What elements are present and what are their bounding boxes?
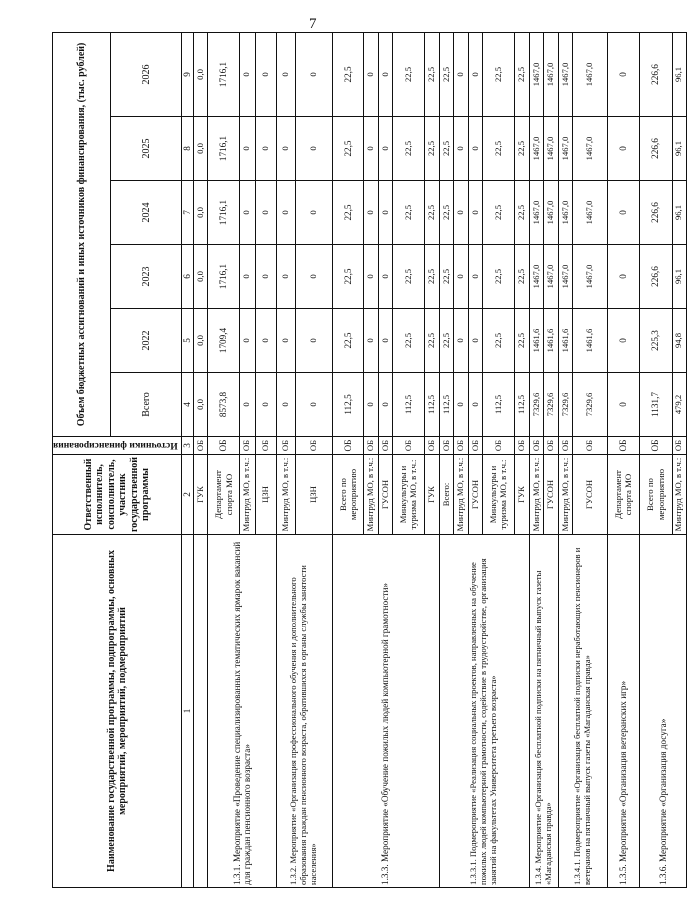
source-cell: ОБ	[529, 437, 544, 455]
value-cell: 22,5	[439, 309, 454, 373]
source-cell: ОБ	[468, 437, 483, 455]
value-cell: 22,5	[393, 32, 425, 116]
value-cell: 0	[378, 373, 393, 437]
value-cell: 1709,4	[208, 309, 240, 373]
value-cell: 0	[378, 309, 393, 373]
value-cell: 0	[364, 32, 379, 116]
value-cell: 22,5	[425, 245, 440, 309]
value-cell: 226,6	[639, 245, 672, 309]
value-cell: 1131,7	[639, 373, 672, 437]
value-cell: 0	[276, 117, 295, 181]
value-cell: 1461,6	[544, 309, 559, 373]
value-cell: 112,5	[483, 373, 515, 437]
value-cell: 0	[239, 181, 255, 245]
value-cell: 22,5	[332, 32, 364, 116]
responsible-cell: Минтруд МО, в т.ч.:	[239, 455, 255, 535]
value-cell: 0	[607, 181, 639, 245]
responsible-cell: ГУК	[515, 455, 530, 535]
value-cell: 22,5	[332, 117, 364, 181]
value-cell: 22,5	[393, 181, 425, 245]
source-cell: ОБ	[558, 437, 573, 455]
value-cell: 7329,6	[544, 373, 559, 437]
value-cell: 1467,0	[558, 32, 573, 116]
value-cell: 226,6	[639, 32, 672, 116]
value-cell: 22,5	[439, 117, 454, 181]
source-cell: ОБ	[193, 437, 207, 455]
value-cell: 0	[378, 32, 393, 116]
value-cell: 1467,0	[573, 32, 607, 116]
value-cell: 22,5	[393, 117, 425, 181]
column-number: 7	[182, 181, 194, 245]
value-cell: 0	[378, 181, 393, 245]
value-cell: 1467,0	[558, 245, 573, 309]
value-cell: 22,5	[332, 309, 364, 373]
value-cell: 1467,0	[573, 181, 607, 245]
column-number: 3	[182, 437, 194, 455]
value-cell: 0	[607, 245, 639, 309]
value-cell: 96,1	[672, 117, 687, 181]
value-cell: 1716,1	[208, 117, 240, 181]
value-cell: 96,1	[672, 181, 687, 245]
value-cell: 1467,0	[529, 32, 544, 116]
value-cell: 0	[276, 373, 295, 437]
value-cell: 226,6	[639, 181, 672, 245]
source-cell: ОБ	[454, 437, 469, 455]
value-cell: 22,5	[425, 32, 440, 116]
measure-name: 1.3.6. Мероприятие «Организация досуга»	[639, 535, 687, 888]
value-cell: 0	[364, 117, 379, 181]
value-cell: 1467,0	[529, 245, 544, 309]
responsible-cell: Департамент спорта МО	[208, 455, 240, 535]
value-cell: 0	[607, 32, 639, 116]
measure-name: 1.3.3.1. Подмероприятие «Реализация социальных проектов, направленных на обучение пожилых людей компьютерной грамотности, содействие в трудоустройстве, организация занятий на факультетах Университета третьего возраста»	[439, 535, 529, 888]
value-cell: 0	[276, 309, 295, 373]
header-year: 2024	[111, 181, 182, 245]
value-cell: 479,2	[672, 373, 687, 437]
header-year: 2026	[111, 32, 182, 116]
column-number: 6	[182, 245, 194, 309]
source-cell: ОБ	[573, 437, 607, 455]
value-cell: 0	[239, 373, 255, 437]
value-cell: 1467,0	[558, 117, 573, 181]
column-number: 1	[182, 535, 194, 888]
value-cell: 22,5	[425, 181, 440, 245]
source-cell: ОБ	[544, 437, 559, 455]
responsible-cell: Всего по мероприятию	[332, 455, 364, 535]
source-cell: ОБ	[672, 437, 687, 455]
value-cell: 1467,0	[544, 117, 559, 181]
header-source-text: Источники финансирования	[53, 440, 178, 452]
value-cell: 1467,0	[529, 181, 544, 245]
column-number: 2	[182, 455, 194, 535]
value-cell: 1467,0	[544, 245, 559, 309]
value-cell: 0	[239, 117, 255, 181]
value-cell: 22,5	[393, 245, 425, 309]
value-cell: 0	[378, 245, 393, 309]
value-cell: 0	[454, 245, 469, 309]
value-cell: 0	[239, 245, 255, 309]
value-cell: 0,0	[193, 309, 207, 373]
header-total: Всего	[111, 373, 182, 437]
responsible-cell: ЦЗН	[255, 455, 276, 535]
value-cell: 0,0	[193, 181, 207, 245]
source-cell: ОБ	[295, 437, 332, 455]
value-cell: 22,5	[515, 309, 530, 373]
value-cell: 22,5	[515, 32, 530, 116]
value-cell: 0	[276, 181, 295, 245]
measure-name: 1.3.1. Мероприятие «Проведение специализированных тематических ярмарок вакансий для граждан пенсионного возраста»	[208, 535, 277, 888]
value-cell: 22,5	[425, 309, 440, 373]
responsible-cell: ГУСОН	[378, 455, 393, 535]
value-cell: 1467,0	[529, 117, 544, 181]
value-cell: 0	[364, 373, 379, 437]
value-cell: 1461,6	[529, 309, 544, 373]
value-cell: 22,5	[515, 181, 530, 245]
source-cell: ОБ	[607, 437, 639, 455]
source-cell: ОБ	[255, 437, 276, 455]
value-cell: 1467,0	[573, 117, 607, 181]
value-cell: 22,5	[515, 245, 530, 309]
source-cell: ОБ	[239, 437, 255, 455]
value-cell: 22,5	[483, 181, 515, 245]
value-cell: 22,5	[332, 181, 364, 245]
responsible-cell: Департамент спорта МО	[607, 455, 639, 535]
value-cell: 112,5	[393, 373, 425, 437]
value-cell: 7329,6	[529, 373, 544, 437]
column-number: 4	[182, 373, 194, 437]
source-cell: ОБ	[483, 437, 515, 455]
value-cell: 0	[255, 309, 276, 373]
value-cell: 0	[378, 117, 393, 181]
value-cell: 0	[295, 117, 332, 181]
value-cell: 22,5	[439, 245, 454, 309]
source-cell: ОБ	[378, 437, 393, 455]
value-cell: 22,5	[483, 245, 515, 309]
source-cell: ОБ	[332, 437, 364, 455]
value-cell: 1467,0	[558, 181, 573, 245]
column-number: 9	[182, 32, 194, 116]
value-cell: 0,0	[193, 373, 207, 437]
source-cell: ОБ	[208, 437, 240, 455]
value-cell: 0	[454, 117, 469, 181]
value-cell: 0,0	[193, 32, 207, 116]
value-cell: 0	[255, 373, 276, 437]
measure-name: 1.3.4. Мероприятие «Организация бесплатной подписки на пятничный выпуск газеты «Магаданская правда»	[529, 535, 558, 888]
source-cell: ОБ	[425, 437, 440, 455]
budget-table	[52, 32, 687, 888]
responsible-cell: Минтруд МО, в т.ч.:	[276, 455, 295, 535]
source-cell: ОБ	[276, 437, 295, 455]
value-cell: 0	[468, 32, 483, 116]
value-cell: 22,5	[439, 181, 454, 245]
source-cell: ОБ	[364, 437, 379, 455]
value-cell: 8573,8	[208, 373, 240, 437]
responsible-cell: ГУСОН	[573, 455, 607, 535]
header-year: 2022	[111, 309, 182, 373]
header-source	[53, 437, 182, 455]
rotated-table-container	[52, 33, 684, 888]
responsible-cell: Всего:	[439, 455, 454, 535]
value-cell: 0	[239, 309, 255, 373]
page-number: 7	[309, 16, 317, 32]
value-cell: 22,5	[483, 309, 515, 373]
value-cell: 0	[295, 373, 332, 437]
source-cell: ОБ	[515, 437, 530, 455]
value-cell: 1461,6	[573, 309, 607, 373]
value-cell: 0	[364, 309, 379, 373]
value-cell: 96,1	[672, 245, 687, 309]
value-cell: 1461,6	[558, 309, 573, 373]
responsible-cell: Минтруд МО, в т.ч.:	[529, 455, 544, 535]
value-cell: 225,3	[639, 309, 672, 373]
value-cell: 0	[255, 245, 276, 309]
value-cell: 0	[295, 181, 332, 245]
value-cell: 0	[607, 117, 639, 181]
measure-name: 1.3.3. Мероприятие «Обучение пожилых людей компьютерной грамотности»	[332, 535, 439, 888]
responsible-cell: ГУСОН	[544, 455, 559, 535]
header-year: 2023	[111, 245, 182, 309]
responsible-cell: Минтруд МО, в т.ч.:	[454, 455, 469, 535]
value-cell: 0	[364, 245, 379, 309]
header-volume: Объем бюджетных ассигнований и иных источников финансирования, (тыс. рублей)	[53, 32, 111, 436]
measure-name: 1.3.2. Мероприятие «Организация профессионального обучения и дополнительного образования граждан пенсионного возраста, обратившихся в органы службы занятости населения»	[276, 535, 332, 888]
header-name: Наименование государственной программы, подпрограммы, основных мероприятий, мероприятий, подмероприятий	[53, 535, 182, 888]
measure-name: 1.3.5. Мероприятие «Организация ветеранских игр»	[607, 535, 639, 888]
column-number: 5	[182, 309, 194, 373]
value-cell: 0	[468, 373, 483, 437]
value-cell: 0	[454, 373, 469, 437]
value-cell: 0	[255, 32, 276, 116]
value-cell: 0	[468, 117, 483, 181]
value-cell: 1467,0	[544, 181, 559, 245]
value-cell: 22,5	[332, 245, 364, 309]
source-cell: ОБ	[393, 437, 425, 455]
value-cell: 0	[468, 245, 483, 309]
value-cell: 112,5	[332, 373, 364, 437]
responsible-cell: ГУК	[425, 455, 440, 535]
value-cell: 0	[295, 245, 332, 309]
value-cell: 0	[607, 309, 639, 373]
value-cell: 96,1	[672, 32, 687, 116]
value-cell: 0	[454, 309, 469, 373]
responsible-cell: Минкультуры и туризма МО, в т.ч.:	[483, 455, 515, 535]
value-cell: 1716,1	[208, 181, 240, 245]
responsible-cell: Минтруд МО, в т.ч.:	[364, 455, 379, 535]
value-cell: 0	[295, 309, 332, 373]
value-cell: 1716,1	[208, 245, 240, 309]
source-cell: ОБ	[439, 437, 454, 455]
value-cell: 0	[454, 32, 469, 116]
value-cell: 7329,6	[573, 373, 607, 437]
value-cell: 0	[454, 181, 469, 245]
value-cell: 0	[295, 32, 332, 116]
responsible-cell: Минтруд МО, в т.ч.:	[672, 455, 687, 535]
table-cell	[193, 535, 207, 888]
value-cell: 22,5	[425, 117, 440, 181]
value-cell: 22,5	[483, 32, 515, 116]
value-cell: 1467,0	[573, 245, 607, 309]
value-cell: 22,5	[439, 32, 454, 116]
column-number: 8	[182, 117, 194, 181]
value-cell: 22,5	[515, 117, 530, 181]
value-cell: 226,6	[639, 117, 672, 181]
value-cell: 0	[276, 32, 295, 116]
header-responsible: Ответственный исполнитель, соисполнитель, участник государственной программы	[53, 455, 182, 535]
value-cell: 112,5	[439, 373, 454, 437]
value-cell: 0	[607, 373, 639, 437]
value-cell: 0	[255, 117, 276, 181]
measure-name: 1.3.4.1. Подмероприятие «Организация бесплатной подписки неработающих пенсионеров и ветеранов на пятничный выпуск газеты «Магаданская правда»	[558, 535, 607, 888]
value-cell: 0,0	[193, 117, 207, 181]
value-cell: 0	[239, 32, 255, 116]
value-cell: 1716,1	[208, 32, 240, 116]
source-cell: ОБ	[639, 437, 672, 455]
value-cell: 0	[255, 181, 276, 245]
responsible-cell: Всего по мероприятию	[639, 455, 672, 535]
value-cell: 1467,0	[544, 32, 559, 116]
header-year: 2025	[111, 117, 182, 181]
value-cell: 22,5	[393, 309, 425, 373]
responsible-cell: Минтруд МО, в т.ч.:	[558, 455, 573, 535]
value-cell: 0	[468, 309, 483, 373]
value-cell: 0	[468, 181, 483, 245]
value-cell: 22,5	[483, 117, 515, 181]
responsible-cell: Минкультуры и туризма МО, в т.ч.:	[393, 455, 425, 535]
value-cell: 112,5	[515, 373, 530, 437]
value-cell: 112,5	[425, 373, 440, 437]
value-cell: 0	[364, 181, 379, 245]
value-cell: 0	[276, 245, 295, 309]
responsible-cell: ЦЗН	[295, 455, 332, 535]
value-cell: 7329,6	[558, 373, 573, 437]
responsible-cell: ГУСОН	[468, 455, 483, 535]
responsible-cell: ГУК	[193, 455, 207, 535]
value-cell: 94,8	[672, 309, 687, 373]
value-cell: 0,0	[193, 245, 207, 309]
